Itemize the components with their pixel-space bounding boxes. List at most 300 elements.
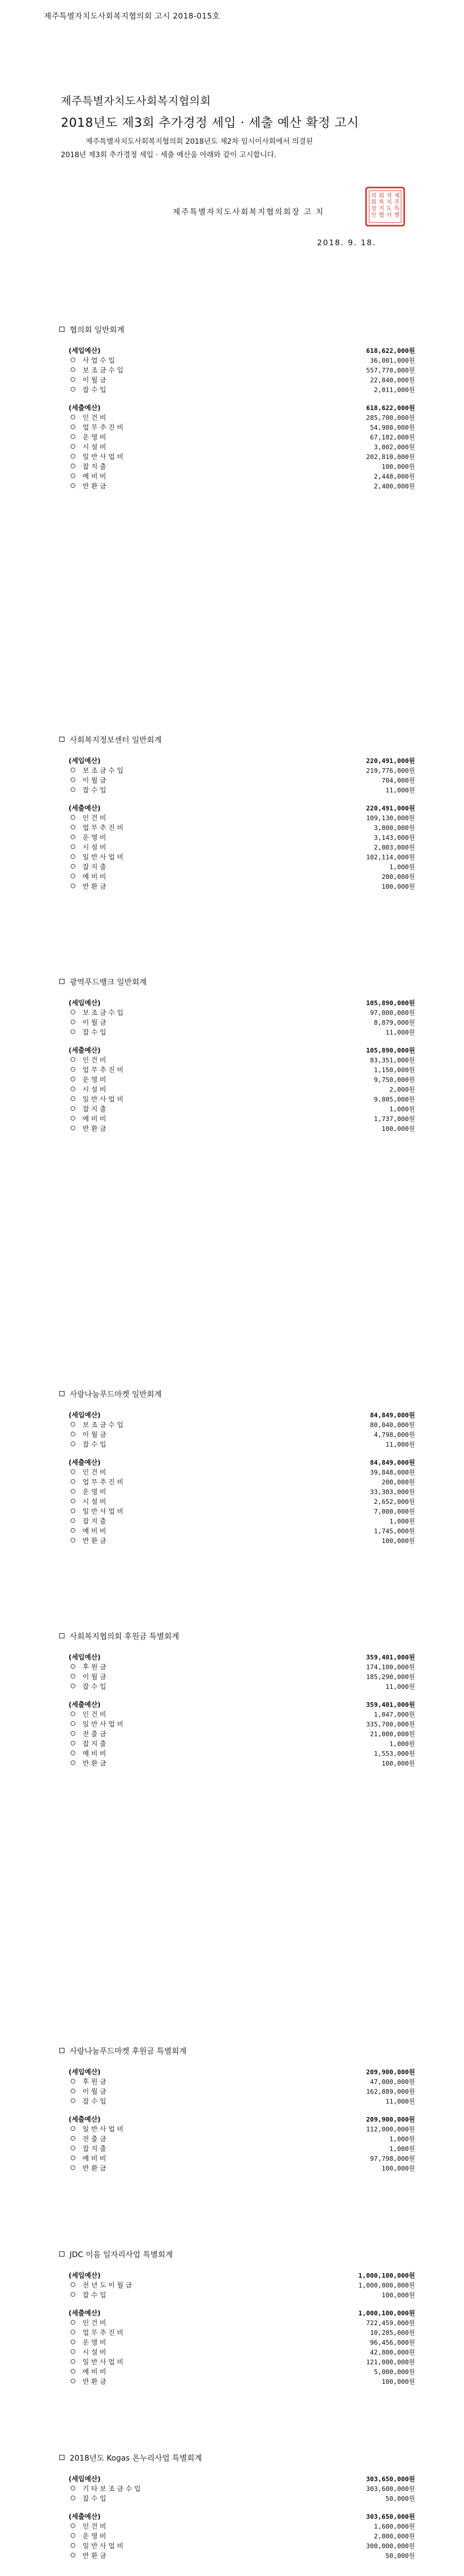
circle-bullet-icon [71, 2553, 75, 2557]
item-name: 반 환 금 [82, 2552, 106, 2560]
item-amount: 285,700,000원 [366, 413, 415, 421]
item-amount: 1,000원 [389, 862, 415, 871]
group-total: 220,491,000원 [366, 804, 415, 812]
item-name: 이 월 금 [82, 777, 106, 785]
item-name: 잡 수 입 [82, 2098, 106, 2106]
circle-bullet-icon [71, 2292, 75, 2297]
budget-line-item [59, 1027, 415, 1037]
item-name: 인 건 비 [82, 1057, 106, 1064]
item-name: 업 무 추 진 비 [82, 424, 124, 432]
item-label [59, 1486, 322, 1496]
item-label [59, 412, 322, 422]
item-label [59, 812, 322, 822]
circle-bullet-icon [71, 1760, 75, 1765]
circle-bullet-icon [71, 1489, 75, 1494]
circle-bullet-icon [71, 1067, 75, 1072]
circle-bullet-icon [71, 483, 75, 488]
budget-line-item [59, 461, 415, 471]
item-amount: 33,303,000원 [370, 1487, 415, 1496]
item-name: 시 설 비 [82, 2349, 106, 2357]
circle-bullet-icon [71, 1096, 75, 1101]
item-name: 반 환 금 [82, 483, 106, 490]
item-name: 잡 수 입 [82, 1441, 106, 1449]
body-line-1: 제주특별자치도사회복지협의회 2018년도 제2차 임시이사회에서 의결된 [86, 138, 313, 146]
item-amount: 67,182,000원 [370, 433, 415, 441]
item-amount: 112,000,000원 [366, 2125, 415, 2133]
circle-bullet-icon [71, 473, 75, 478]
item-name: 잡 수 입 [82, 787, 106, 794]
item-label [59, 842, 322, 852]
circle-bullet-icon [71, 1126, 75, 1130]
group-label: (세입예산) [69, 347, 101, 355]
circle-bullet-icon [71, 1432, 75, 1436]
item-amount: 100,000원 [382, 2291, 415, 2299]
budget-line-item [59, 1439, 415, 1449]
group-label: (세입예산) [69, 2476, 101, 2483]
item-name: 인 건 비 [82, 1711, 106, 1719]
item-amount: 162,889,000원 [366, 2087, 415, 2095]
budget-line-item [59, 1007, 415, 1017]
expenditure-budget-group [59, 1045, 415, 1133]
circle-bullet-icon [71, 2533, 75, 2538]
item-label [59, 785, 322, 794]
revenue-budget-group [59, 1410, 415, 1449]
item-label [59, 2483, 322, 2493]
circle-bullet-icon [71, 2379, 75, 2383]
square-bullet-icon [59, 327, 64, 332]
section-title-text: 광역푸드뱅크 일반회계 [70, 977, 147, 987]
circle-bullet-icon [71, 864, 75, 869]
budget-line-item [59, 1419, 415, 1429]
budget-line-item [59, 2143, 415, 2153]
circle-bullet-icon [71, 2126, 75, 2131]
item-label [59, 1074, 322, 1084]
circle-bullet-icon [71, 825, 75, 829]
group-label: (세입예산) [69, 2272, 101, 2280]
item-label [59, 1526, 322, 1535]
item-name: 시 설 비 [82, 444, 106, 451]
item-name: 일 반 사 업 비 [82, 854, 124, 861]
svg-text:인: 인 [371, 211, 377, 218]
budget-section [59, 321, 415, 490]
budget-line-item [59, 1681, 415, 1691]
item-label [59, 2096, 322, 2106]
svg-text:별: 별 [394, 211, 400, 218]
group-label: (세입예산) [69, 1654, 101, 1662]
item-name: 전 출 금 [82, 2136, 106, 2143]
item-label [59, 2357, 322, 2366]
group-label: (세출예산) [69, 2513, 101, 2521]
item-name: 일 반 사 업 비 [82, 1096, 124, 1104]
group-total-row [59, 2511, 415, 2521]
group-total: 1,000,100,000원 [358, 2271, 415, 2279]
circle-bullet-icon [71, 2543, 75, 2548]
circle-bullet-icon [71, 1674, 75, 1679]
item-amount: 22,840,000원 [370, 376, 415, 384]
budget-line-item [59, 2153, 415, 2163]
group-total-row [59, 2308, 415, 2317]
circle-bullet-icon [71, 2136, 75, 2141]
group-total-row [59, 803, 415, 812]
circle-bullet-icon [71, 1010, 75, 1014]
budget-line-item [59, 2076, 415, 2086]
item-name: 예 비 비 [82, 1528, 106, 1535]
item-amount: 100,000원 [382, 462, 415, 470]
group-total-row [59, 2473, 415, 2483]
circle-bullet-icon [71, 1711, 75, 1716]
item-label [59, 2493, 322, 2503]
item-label [59, 2163, 322, 2173]
item-amount: 83,351,000원 [370, 1056, 415, 1064]
item-name: 시 설 비 [82, 844, 106, 852]
item-label [59, 1506, 322, 1516]
circle-bullet-icon [71, 2079, 75, 2083]
budget-section [59, 974, 415, 1133]
item-amount: 2,011,000원 [374, 385, 415, 394]
budget-line-item [59, 1748, 415, 1758]
item-label [59, 871, 322, 881]
item-amount: 200,000원 [382, 1478, 415, 1486]
square-bullet-icon [59, 1391, 64, 1396]
budget-line-item [59, 2493, 415, 2503]
item-name: 일 반 사 업 비 [82, 1508, 124, 1516]
item-label [59, 1429, 322, 1439]
budget-line-item [59, 422, 415, 432]
item-name: 일 반 사 업 비 [82, 2126, 124, 2133]
item-name: 사 업 수 입 [82, 357, 115, 365]
budget-line-item [59, 2540, 415, 2550]
circle-bullet-icon [71, 835, 75, 839]
item-amount: 1,000원 [389, 1105, 415, 1113]
item-name: 일 반 사 업 비 [82, 2359, 124, 2366]
item-amount: 185,290,000원 [366, 1672, 415, 1681]
circle-bullet-icon [71, 1499, 75, 1503]
item-label [59, 461, 322, 471]
budget-line-item [59, 1055, 415, 1064]
item-amount: 4,798,000원 [374, 1430, 415, 1438]
group-total: 618,622,000원 [366, 346, 415, 354]
item-label [59, 1017, 322, 1027]
budget-line-item [59, 1535, 415, 1545]
item-name: 전 년 도 이 월 금 [82, 2282, 132, 2290]
item-label [59, 1671, 322, 1681]
item-amount: 11,000원 [385, 2097, 415, 2105]
item-amount: 2,000원 [389, 1085, 415, 1093]
item-name: 일 반 사 업 비 [82, 453, 124, 461]
circle-bullet-icon [71, 2165, 75, 2170]
item-amount: 9,750,000원 [374, 1075, 415, 1083]
section-title-text: JDC 이음 일자리사업 특별회계 [70, 2249, 173, 2259]
item-name: 반 환 금 [82, 1760, 106, 1768]
budget-line-item [59, 1084, 415, 1094]
svg-text:제: 제 [394, 192, 400, 199]
budget-section [59, 1628, 415, 1768]
circle-bullet-icon [71, 377, 75, 382]
item-label [59, 832, 322, 842]
item-label [59, 2124, 322, 2133]
item-amount: 1,000원 [389, 2144, 415, 2153]
item-label [59, 2290, 322, 2299]
item-amount: 3,002,000원 [374, 443, 415, 451]
item-name: 반 환 금 [82, 1537, 106, 1545]
budget-line-item [59, 785, 415, 794]
item-amount: 102,114,000원 [366, 853, 415, 861]
group-total: 105,890,000원 [366, 998, 415, 1007]
svg-text:복: 복 [378, 198, 385, 206]
item-name: 이 월 금 [82, 377, 106, 384]
item-label [59, 1516, 322, 1526]
item-label [59, 1758, 322, 1768]
budget-line-item [59, 2357, 415, 2366]
item-name: 운 영 비 [82, 834, 106, 842]
item-name: 업 무 추 진 비 [82, 1066, 124, 1074]
item-name: 잡 지 출 [82, 463, 106, 471]
budget-line-item [59, 1758, 415, 1768]
svg-text:도: 도 [386, 205, 392, 212]
item-name: 업 무 추 진 비 [82, 824, 124, 832]
circle-bullet-icon [71, 1721, 75, 1726]
circle-bullet-icon [71, 1422, 75, 1427]
item-label [59, 765, 322, 775]
item-name: 잡 수 입 [82, 1683, 106, 1691]
circle-bullet-icon [71, 2486, 75, 2490]
svg-text:회: 회 [371, 198, 377, 206]
svg-text:사: 사 [386, 211, 392, 218]
item-name: 보 조 금 수 입 [82, 367, 124, 375]
item-label [59, 355, 322, 365]
item-name: 반 환 금 [82, 2165, 106, 2173]
item-name: 보 조 금 수 입 [82, 1421, 124, 1429]
circle-bullet-icon [71, 2098, 75, 2103]
group-total: 618,622,000원 [366, 403, 415, 412]
group-total-row [59, 345, 415, 355]
group-total: 105,890,000원 [366, 1046, 415, 1054]
item-label [59, 2317, 322, 2327]
budget-line-item [59, 852, 415, 861]
budget-line-item [59, 1671, 415, 1681]
budget-section [59, 2043, 415, 2173]
group-total: 303,650,000원 [366, 2512, 415, 2520]
item-amount: 11,000원 [385, 1682, 415, 1690]
svg-text:자: 자 [386, 192, 392, 199]
circle-bullet-icon [71, 787, 75, 792]
budget-line-item [59, 2550, 415, 2560]
notice-date: 2018. 9. 18. [317, 238, 376, 247]
budget-line-item [59, 822, 415, 832]
budget-line-item [59, 365, 415, 375]
budget-line-item [59, 2317, 415, 2327]
item-amount: 50,000원 [385, 2551, 415, 2560]
square-bullet-icon [59, 2048, 64, 2053]
circle-bullet-icon [71, 1684, 75, 1688]
section-title-text: 협의회 일반회계 [70, 325, 125, 334]
item-name: 운 영 비 [82, 2339, 106, 2347]
item-name: 시 설 비 [82, 1086, 106, 1094]
circle-bullet-icon [71, 425, 75, 429]
svg-text:치: 치 [386, 198, 392, 206]
group-label: (세입예산) [69, 1412, 101, 1419]
item-amount: 97,000,000원 [370, 1008, 415, 1016]
group-label: (세입예산) [69, 2069, 101, 2076]
item-amount: 303,600,000원 [366, 2484, 415, 2493]
budget-line-item [59, 2163, 415, 2173]
circle-bullet-icon [71, 844, 75, 849]
group-total: 209,900,000원 [366, 2067, 415, 2076]
item-amount: 97,798,000원 [370, 2154, 415, 2162]
item-label [59, 2337, 322, 2347]
item-amount: 3,800,000원 [374, 823, 415, 832]
item-amount: 1,047,000원 [374, 1710, 415, 1718]
item-label [59, 2076, 322, 2086]
budget-line-item [59, 1516, 415, 1526]
budget-line-item [59, 1477, 415, 1486]
item-label [59, 1419, 322, 1429]
item-label [59, 1055, 322, 1064]
item-label [59, 2531, 322, 2540]
item-label [59, 432, 322, 442]
item-label [59, 1467, 322, 1477]
section-title-text: 사랑나눔푸드마켓 일반회계 [70, 1389, 162, 1399]
item-name: 예 비 비 [82, 1115, 106, 1123]
item-label [59, 1719, 322, 1728]
item-amount: 1,600,000원 [374, 2522, 415, 2530]
item-label [59, 2540, 322, 2550]
expenditure-budget-group [59, 1699, 415, 1768]
item-amount: 722,459,000원 [366, 2318, 415, 2327]
item-amount: 1,553,000원 [374, 1749, 415, 1757]
item-amount: 704,000원 [382, 776, 415, 784]
svg-text:장: 장 [371, 205, 377, 212]
section-title [59, 2450, 415, 2465]
circle-bullet-icon [71, 1116, 75, 1121]
item-label [59, 2153, 322, 2163]
circle-bullet-icon [71, 1077, 75, 1081]
item-label [59, 1104, 322, 1113]
budget-section [59, 2450, 415, 2560]
circle-bullet-icon [71, 415, 75, 419]
section-title [59, 2246, 415, 2262]
circle-bullet-icon [71, 2089, 75, 2093]
revenue-budget-group [59, 1652, 415, 1691]
budget-section [59, 1386, 415, 1545]
item-amount: 11,000원 [385, 1028, 415, 1036]
item-label [59, 2521, 322, 2531]
budget-line-item [59, 384, 415, 394]
budget-line-item [59, 2124, 415, 2133]
circle-bullet-icon [71, 815, 75, 820]
item-label [59, 2086, 322, 2096]
budget-line-item [59, 442, 415, 451]
circle-bullet-icon [71, 367, 75, 372]
budget-line-item [59, 765, 415, 775]
item-name: 업 무 추 진 비 [82, 1479, 124, 1486]
item-name: 이 월 금 [82, 1673, 106, 1681]
circle-bullet-icon [71, 1664, 75, 1669]
item-name: 잡 지 출 [82, 863, 106, 871]
item-amount: 2,003,000원 [374, 843, 415, 851]
budget-line-item [59, 471, 415, 481]
circle-bullet-icon [71, 387, 75, 392]
budget-line-item [59, 1064, 415, 1074]
budget-line-item [59, 1429, 415, 1439]
item-label [59, 2143, 322, 2153]
item-amount: 11,000원 [385, 786, 415, 794]
item-amount: 300,000,000원 [366, 2541, 415, 2550]
item-label [59, 852, 322, 861]
item-name: 후 원 금 [82, 1664, 106, 1671]
circle-bullet-icon [71, 1087, 75, 1091]
budget-line-item [59, 412, 415, 422]
circle-bullet-icon [71, 2359, 75, 2364]
budget-line-item [59, 1728, 415, 1738]
item-name: 기 타 보 조 금 수 입 [82, 2485, 141, 2493]
circle-bullet-icon [71, 358, 75, 362]
circle-bullet-icon [71, 2320, 75, 2325]
budget-line-item [59, 432, 415, 442]
circle-bullet-icon [71, 2330, 75, 2334]
item-name: 시 설 비 [82, 1498, 106, 1506]
circle-bullet-icon [71, 1509, 75, 1513]
item-amount: 2,448,000원 [374, 472, 415, 480]
item-label [59, 2347, 322, 2357]
item-label [59, 471, 322, 481]
item-amount: 100,000원 [382, 2164, 415, 2172]
item-amount: 8,879,000원 [374, 1018, 415, 1026]
item-amount: 100,000원 [382, 2377, 415, 2385]
group-total-row [59, 997, 415, 1007]
expenditure-budget-group [59, 2114, 415, 2173]
item-name: 인 건 비 [82, 1469, 106, 1477]
budget-line-item [59, 1709, 415, 1719]
circle-bullet-icon [71, 874, 75, 878]
item-name: 보 조 금 수 입 [82, 1009, 124, 1017]
item-label [59, 2376, 322, 2386]
group-label: (세출예산) [69, 2116, 101, 2124]
revenue-budget-group [59, 345, 415, 394]
group-total-row [59, 2114, 415, 2124]
item-name: 예 비 비 [82, 873, 106, 881]
budget-line-item [59, 2337, 415, 2347]
item-label [59, 2133, 322, 2143]
budget-line-item [59, 375, 415, 384]
group-total: 220,491,000원 [366, 756, 415, 765]
item-amount: 1,000원 [389, 1517, 415, 1525]
section-title [59, 2043, 415, 2058]
section-title-text: 사회복지협의회 후원금 특별회계 [70, 1631, 179, 1641]
budget-line-item [59, 1074, 415, 1084]
budget-line-item [59, 1486, 415, 1496]
item-amount: 7,000,000원 [374, 1507, 415, 1515]
item-name: 예 비 비 [82, 473, 106, 481]
group-label: (세출예산) [69, 1701, 101, 1709]
doc-number: 제주특별자치도사회복지협의회 고시 2018-015호 [44, 11, 220, 21]
item-label [59, 1007, 322, 1017]
circle-bullet-icon [71, 1741, 75, 1745]
square-bullet-icon [59, 2455, 64, 2460]
item-label [59, 2280, 322, 2290]
item-name: 잡 수 입 [82, 1029, 106, 1037]
group-total: 84,849,000원 [370, 1458, 415, 1466]
item-amount: 1,000,000,000원 [358, 2281, 415, 2289]
notice-body [61, 135, 417, 162]
group-label: (세출예산) [69, 805, 101, 812]
item-name: 잡 수 입 [82, 386, 106, 394]
item-label [59, 1496, 322, 1506]
group-total-row [59, 1045, 415, 1055]
item-name: 인 건 비 [82, 414, 106, 422]
item-name: 예 비 비 [82, 1750, 106, 1758]
budget-line-item [59, 1017, 415, 1027]
